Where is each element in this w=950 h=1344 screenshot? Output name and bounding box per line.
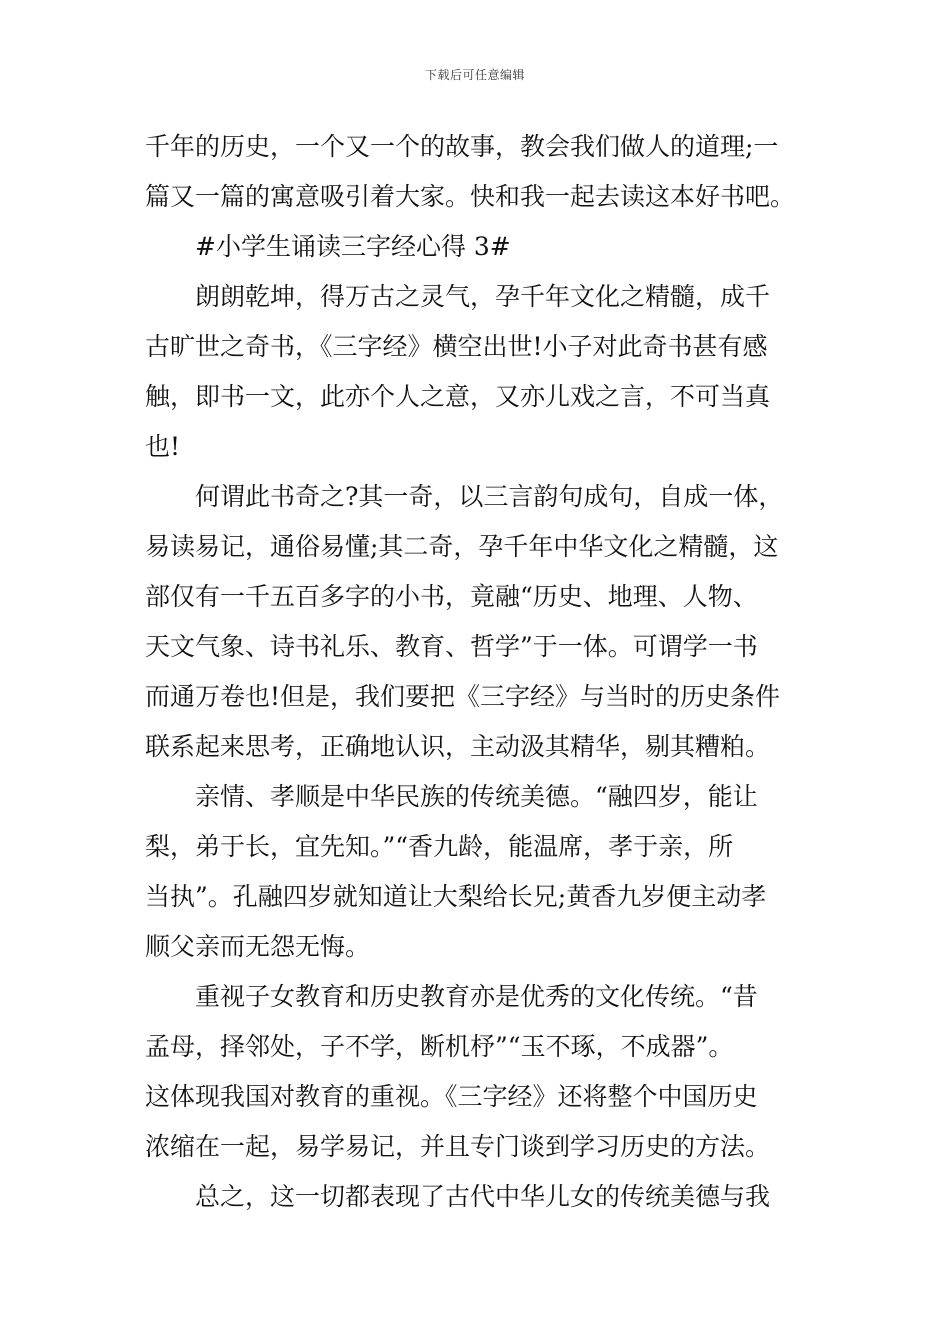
text-line: 联系起来思考，正确地认识，主动汲其精华，剔其糟粕。 — [145, 732, 771, 761]
text-line: 部仅有一千五百多字的小书，竟融“历史、地理、人物、 — [145, 582, 758, 611]
text-line: 重视子女教育和历史教育亦是优秀的文化传统。“昔 — [195, 982, 758, 1011]
text-line: 朗朗乾坤，得万古之灵气，孕千年文化之精髓，成千 — [195, 282, 771, 311]
text-line: 天文气象、诗书礼乐、教育、哲学”于一体。可谓学一书 — [145, 632, 758, 661]
text-line: 顺父亲而无怨无悔。 — [145, 932, 371, 961]
text-line: 浓缩在一起，易学易记，并且专门谈到学习历史的方法。 — [145, 1132, 771, 1161]
page-header: 下载后可任意编辑 — [424, 68, 525, 82]
text-line: 当执”。孔融四岁就知道让大梨给长兄;黄香九岁便主动孝 — [145, 882, 767, 911]
text-line: 何谓此书奇之?其一奇，以三言韵句成句，自成一体， — [195, 482, 784, 511]
text-line: 亲情、孝顺是中华民族的传统美德。“融四岁，能让 — [195, 782, 758, 811]
text-line: 古旷世之奇书，《三字经》横空出世!小子对此奇书甚有感 — [145, 332, 768, 361]
section-heading: #小学生诵读三字经心得 3# — [195, 232, 511, 261]
text-line: 触，即书一文，此亦个人之意，又亦儿戏之言，不可当真 — [145, 382, 771, 411]
text-line: 孟母，择邻处，子不学，断机杼”“玉不琢，不成器”。 — [145, 1032, 734, 1061]
text-line: 而通万卷也!但是，我们要把《三字经》与当时的历史条件 — [145, 682, 781, 711]
text-line: 也! — [145, 432, 181, 461]
text-line: 易读易记，通俗易懂;其二奇，孕千年中华文化之精髓，这 — [145, 532, 779, 561]
text-line: 这体现我国对教育的重视。《三字经》还将整个中国历史 — [145, 1082, 758, 1111]
text-line: 千年的历史，一个又一个的故事，教会我们做人的道理;一 — [145, 132, 779, 161]
text-line: 篇又一篇的寓意吸引着大家。快和我一起去读这本好书吧。 — [145, 182, 796, 211]
text-line: 总之，这一切都表现了古代中华儿女的传统美德与我 — [195, 1182, 771, 1211]
text-line: 梨，弟于长，宜先知。”“香九龄，能温席，孝于亲，所 — [145, 832, 734, 861]
